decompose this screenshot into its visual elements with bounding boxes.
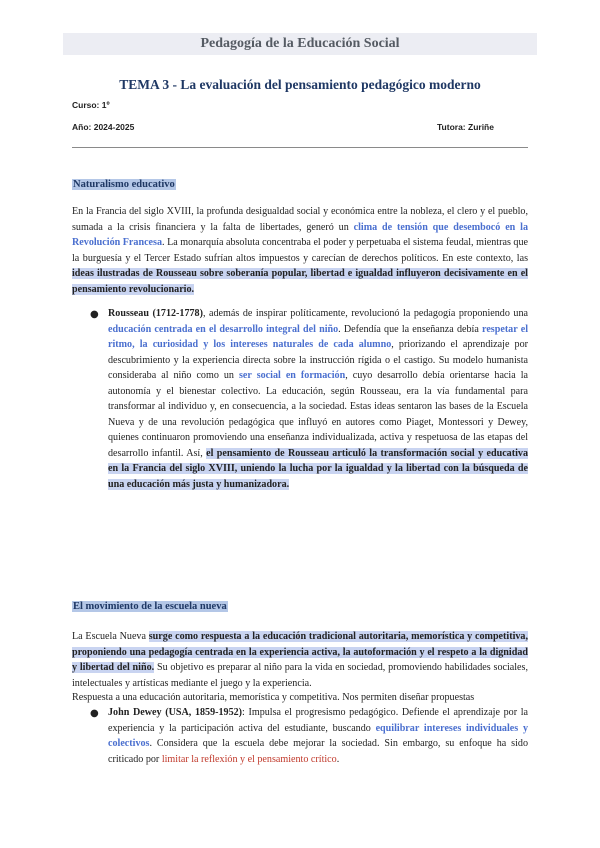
highlight-run: ideas ilustradas de Rousseau sobre soberanía popular, libertad e igualdad influyeron decisivamente en el pensamiento revolucionario. (72, 268, 528, 295)
text-run: La Escuela Nueva (72, 631, 149, 642)
text-run: . Considera que la escuela debe mejorar la sociedad. Sin embargo, su enfoque ha sido criticado por (108, 738, 528, 765)
text-run: , además de inspirar políticamente, revolucionó la pedagogía proponiendo una (202, 308, 528, 319)
course-title: Pedagogía de la Educación Social (200, 36, 400, 51)
highlight-run: clima de tensión que desembocó en la Revolución Francesa (72, 221, 528, 248)
section-heading-escuela-nueva: El movimiento de la escuela nueva (73, 601, 227, 612)
bullet-icon: ● (90, 309, 99, 320)
paragraph-respuesta: Respuesta a una educación autoritaria, memorística y competitiva. Nos permiten diseñar propuestas (72, 692, 475, 703)
paragraph-rousseau (108, 306, 528, 492)
highlight-run: el pensamiento de Rousseau articuló la transformación social y educativa en la Francia del siglo XVIII, uniendo la lucha por la igualdad y la libertad con la búsqueda de una educación más justa y humanizadora. (108, 447, 528, 490)
paragraph-context (72, 204, 528, 297)
text-run: , priorizando el aprendizaje por descubrimiento y la experiencia directa sobre la instrucción rígida o el castigo. Su modelo humanista consideraba al niño como un (108, 339, 528, 381)
text-run: . Defendía que la enseñanza debía (338, 323, 483, 335)
highlight-run: surge como respuesta a la educación tradicional autoritaria, memorística y competitiva, proponiendo una pedagogía centrada en la experiencia activa, la autoformación y el respeto a la dignidad y libertad del niño. (72, 631, 528, 673)
bullet-icon: ● (90, 708, 99, 719)
highlight-run: limitar la reflexión y el pensamiento crítico (161, 753, 337, 765)
paragraph-escuela-nueva (72, 629, 528, 691)
topic-title: TEMA 3 - La evaluación del pensamiento pedagógico moderno (119, 77, 481, 92)
text-run: , cuyo desarrollo debía orientarse hacia la autonomía y el bienestar colectivo. La educación, según Rousseau, era la vía fundamental para transformar al individuo y, en consecuencia, a la sociedad. Estas ideas sentaron las bases de la Escuela Nueva y de una revolución pedagógica que influyó en autores como Piaget, Montessori y Dewey, quienes continuaron promoviendo una enseñanza individualizada, activa y respetuosa de las etapas del desarrollo infantil. Así, (108, 370, 528, 459)
text-run: Su objetivo es preparar al niño para la vida en sociedad, promoviendo habilidades sociales, intelectuales y artísticas mediante el juego y la experiencia. (72, 662, 528, 689)
year-label: Año: 2024-2025 (72, 122, 135, 132)
paragraph-dewey (108, 705, 528, 767)
highlight-run: ser social en formación (238, 370, 346, 381)
course-label: Curso: 1º (72, 100, 110, 110)
tutor-label: Tutora: Zuriñe (437, 122, 494, 132)
divider (72, 147, 528, 148)
highlight-run: equilibrar intereses individuales y colectivos (108, 722, 528, 749)
text-run: . (336, 753, 340, 765)
author-name: John Dewey (USA, 1859-1952) (108, 707, 243, 718)
highlight-run: respetar el ritmo, la curiosidad y los intereses naturales de cada alumno (108, 323, 528, 350)
text-run: . La monarquía absoluta concentraba el poder y perpetuaba el sistema feudal, mientras que la burguesía y el Tercer Estado sufrían altos impuestos y carecían de derechos políticos. En este contexto, las (72, 237, 528, 264)
section-heading-naturalismo: Naturalismo educativo (73, 179, 175, 190)
author-name: Rousseau (1712-1778) (108, 308, 203, 319)
text-run: : Impulsa el progresismo pedagógico. Defiende el aprendizaje por la experiencia y la participación activa del estudiante, buscando (108, 707, 529, 734)
document-header (63, 33, 537, 55)
text-run: En la Francia del siglo XVIII, la profunda desigualdad social y económica entre la nobleza, el clero y el pueblo, sumada a la crisis financiera y la falta de libertades, generó un (72, 206, 528, 233)
highlight-run: educación centrada en el desarrollo integral del niño (108, 323, 339, 335)
